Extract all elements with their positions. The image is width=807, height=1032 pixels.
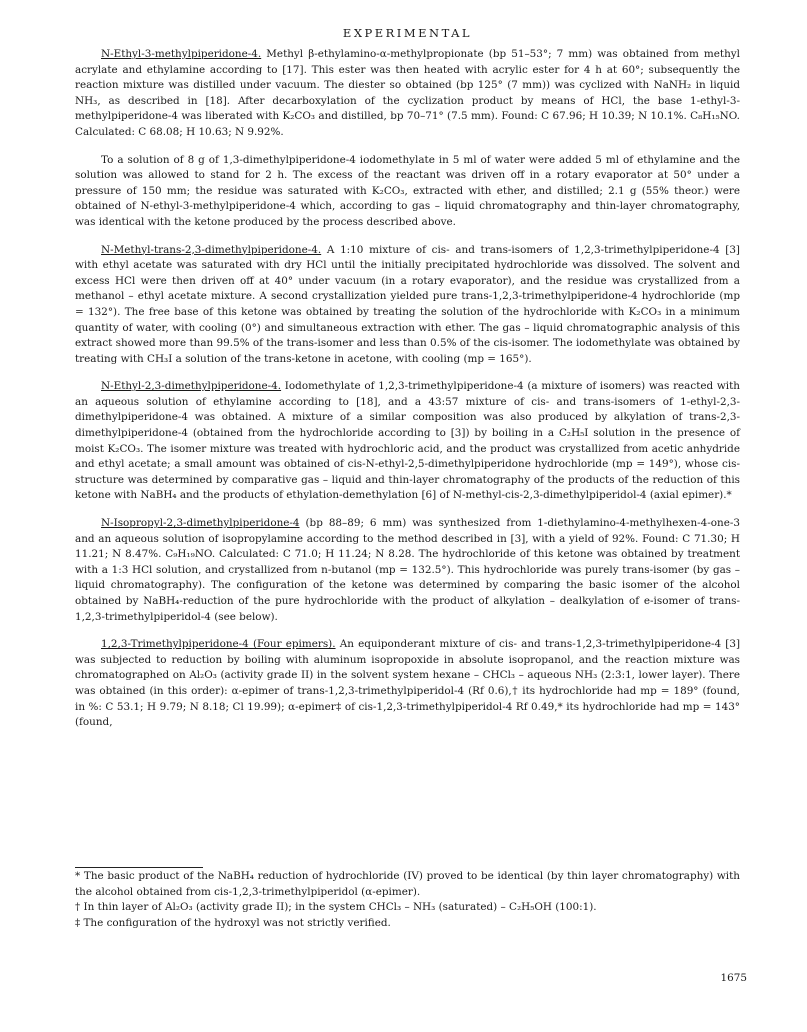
paragraph-text: An equiponderant mixture of cis- and trans-1,2,3-trimethylpiperidone-4 [3] was subjected to reduction by boiling with aluminum isopropoxide in absolute isopropanol, and the reaction mixture was chromatographed on Al₂O₃ (activity grade II) in the solvent system hexane – CHCl₃ – aqueous NH₃ (2:3:1, lower layer). There was obtained (in this order): α-epimer of trans-1,2,3-trimethylpiperidol-4 (Rf 0.6),† its hydrochloride had mp = 189° (found, in %: C 53.1; H 9.79; N 8.18; Cl 19.99); α-epimer‡ of cis-1,2,3-trimethylpiperidol-4 Rf 0.49,* its hydrochloride had mp = 143° (found, [75, 638, 741, 729]
paragraph-text: To a solution of 8 g of 1,3-dimethylpiperidone-4 iodomethylate in 5 ml of water were added 5 ml of ethylamine and the solution was allowed to stand for 2 h. The excess of the reactant was driven off in a rotary evaporator at 50° under a pressure of 150 mm; the residue was saturated with K₂CO₃, extracted with ether, and distilled; 2.1 g (55% theor.) were obtained of N-ethyl-3-methylpiperidone-4 which, according to gas – liquid chromatography and thin-layer chromatography, was identical with the ketone produced by the process described above. [75, 153, 740, 228]
compound-title: 1,2,3-Trimethylpiperidone-4 (Four epimers). [101, 638, 336, 651]
paragraph-3 [75, 243, 740, 368]
paragraph-6 [75, 637, 740, 731]
paragraph-text: Methyl β-ethylamino-α-methylpropionate (bp 51–53°; 7 mm) was obtained from methyl acrylate and ethylamine according to [17]. This ester was then heated with acrylic ester for 4 h at 60°; subsequently the reaction mixture was distilled under vacuum. The diester so obtained (bp 125° (7 mm)) was cyclized with NaNH₂ in liquid NH₃, as described in [18]. After decarboxylation of the cyclization product by means of HCl, the base 1-ethyl-3-methylpiperidone-4 was liberated with K₂CO₃ and distilled, bp 70–71° (7.5 mm). Found: C 67.96; H 10.39; N 10.1%. C₈H₁₅NO. Calculated: C 68.08; H 10.63; N 9.92%. [75, 48, 740, 138]
footnote-divider [75, 867, 203, 868]
compound-title: N-Ethyl-2,3-dimethylpiperidone-4. [101, 380, 282, 393]
footnote-asterisk: * The basic product of the NaBH₄ reduction of hydrochloride (IV) proved to be identical (by thin layer chromatography) with the alcohol obtained from cis-1,2,3-trimethylpiperidol (α-epimer). [75, 870, 740, 898]
paragraph-text: Iodomethylate of 1,2,3-trimethylpiperidone-4 (a mixture of isomers) was reacted with an aqueous solution of ethylamine according to [18], and a 43:57 mixture of cis- and trans-isomers of 1-ethyl-2,3-dimethylpiperidone-4 was obtained. A mixture of a similar composition was also produced by alkylation of trans-2,3-dimethylpiperidone-4 (obtained from the hydrochloride according to [3]) by boiling in a C₂H₅I solution in the presence of moist K₂CO₃. The isomer mixture was treated with hydrochloric acid, and the product was crystallized from acetic anhydride and ethyl acetate; a small amount was obtained of cis-N-ethyl-2,5-dimethylpiperidone hydrochloride (mp = 149°), whose cis-structure was determined by comparative gas – liquid and thin-layer chromatography of the products of the reduction of this ketone with NaBH₄ and the products of ethylation-demethylation [6] of N-methyl-cis-2,3-dimethylpiperidol-4 (axial epimer).* [75, 380, 740, 502]
compound-title: N-Ethyl-3-methylpiperidone-4. [101, 48, 262, 60]
paragraph-1 [75, 47, 740, 141]
paragraph-text: (bp 88–89; 6 mm) was synthesized from 1-diethylamino-4-methylhexen-4-one-3 and an aqueous solution of isopropylamine according to the method described in [3], with a yield of 92%. Found: C 71.30; H 11.21; N 8.47%. C₉H₁₉NO. Calculated: C 71.0; H 11.24; N 8.28. The hydrochloride of this ketone was obtained by treatment with a 1:3 HCl solution, and crystallized from n-butanol (mp = 132.5°). This hydrochloride was purely trans-isomer (by gas – liquid chromatography). The configuration of the ketone was determined by comparing the basic isomer of the alcohol obtained by NaBH₄-reduction of the pure hydrochloride with the product of alkylation – dealkylation of e-isomer of trans-1,2,3-trimethylpiperidol-4 (see below). [75, 517, 740, 623]
page-number: 1675 [720, 972, 747, 984]
footnote-dagger: † In thin layer of Al₂O₃ (activity grade II); in the system CHCl₃ – NH₃ (saturated) – C₂H₅OH (100:1). [75, 901, 597, 914]
footnote-double-dagger: ‡ The configuration of the hydroxyl was not strictly verified. [75, 916, 391, 929]
page-body [75, 26, 740, 743]
section-heading: EXPERIMENTAL [342, 26, 473, 40]
paragraph-2 [75, 153, 740, 231]
compound-title: N-Methyl-trans-2,3-dimethylpiperidone-4. [101, 243, 322, 256]
footnotes [75, 869, 740, 931]
paragraph-text: A 1:10 mixture of cis- and trans-isomers of 1,2,3-trimethylpiperidone-4 [3] with ethyl acetate was saturated with dry HCl until the initially precipitated hydrochloride was dissolved. The solvent and excess HCl were then driven off at 40° under vacuum (in a rotary evaporator), and the residue was crystallized from a methanol – ethyl acetate mixture. A second crystallization yielded pure trans-1,2,3-trimethylpiperidone-4 hydrochloride (mp = 132°). The free base of this ketone was obtained by treating the solution of the hydrochloride with K₂CO₃ in a minimum quantity of water, with cooling (0°) and simultaneous extraction with ether. The gas – liquid chromatographic analysis of this extract showed more than 99.5% of the trans-isomer and less than 0.5% of the cis-isomer. The iodomethylate was obtained by treating with CH₃I a solution of the trans-ketone in acetone, with cooling (mp = 165°). [75, 243, 740, 365]
compound-title: N-Isopropyl-2,3-dimethylpiperidone-4 [101, 517, 300, 530]
paragraph-5 [75, 516, 740, 625]
paragraph-4 [75, 379, 740, 504]
